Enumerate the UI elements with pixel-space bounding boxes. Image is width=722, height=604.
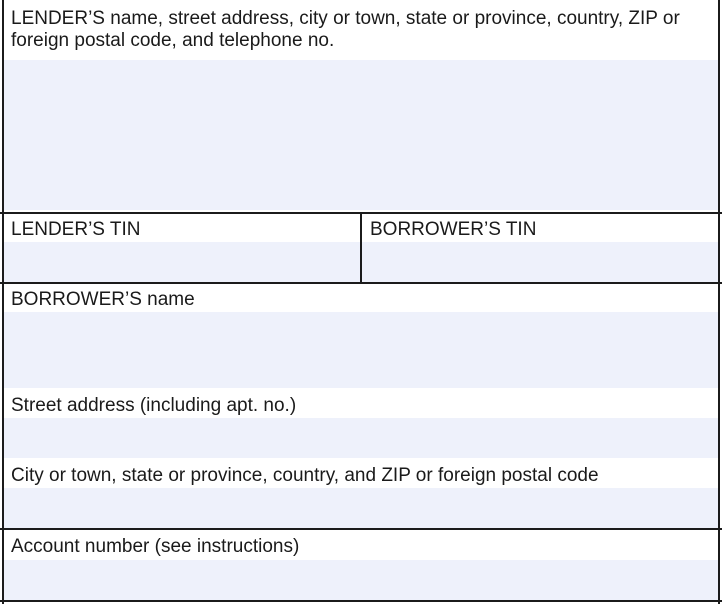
lender-tin-label: LENDER’S TIN xyxy=(11,219,141,240)
lender-tin-input[interactable] xyxy=(4,242,360,282)
street-address-label: Street address (including apt. no.) xyxy=(11,395,297,416)
borrower-tin-label: BORROWER’S TIN xyxy=(370,219,537,240)
borrower-name-input[interactable] xyxy=(4,312,718,388)
street-address-input[interactable] xyxy=(4,418,718,458)
city-state-input[interactable] xyxy=(4,488,718,528)
account-number-box xyxy=(4,530,718,600)
account-number-input[interactable] xyxy=(4,560,718,600)
lender-info-input[interactable] xyxy=(4,60,718,210)
account-number-label: Account number (see instructions) xyxy=(11,536,300,557)
lender-tin-box xyxy=(4,214,360,282)
form-right-border xyxy=(718,0,720,604)
borrower-tin-input[interactable] xyxy=(362,242,718,282)
borrower-tin-box xyxy=(362,214,718,282)
lender-info-label: LENDER’S name, street address, city or town, state or province, country, ZIP or foreign postal code, and telephone no. xyxy=(11,8,680,51)
city-state-label: City or town, state or province, country, and ZIP or foreign postal code xyxy=(11,465,599,486)
lender-info-box xyxy=(4,0,718,212)
borrower-name-label: BORROWER’S name xyxy=(11,289,195,310)
borrower-block xyxy=(4,284,718,528)
form-bottom-border xyxy=(0,600,722,602)
